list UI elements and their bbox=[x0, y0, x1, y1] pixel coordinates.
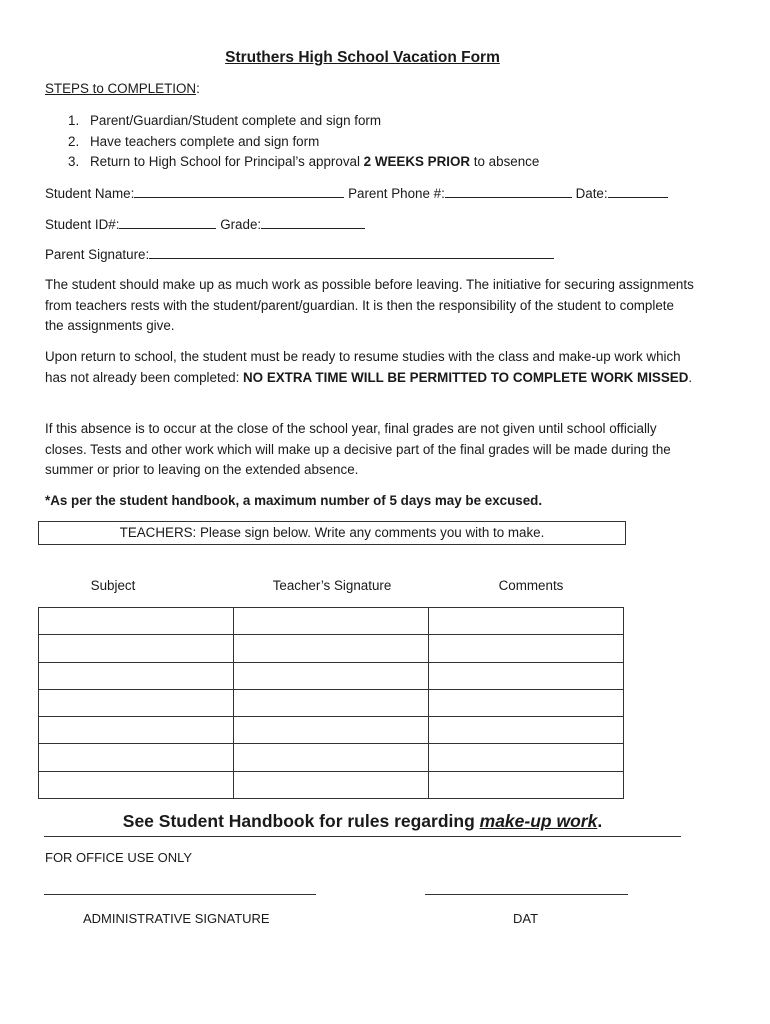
paragraph-return bbox=[45, 347, 695, 388]
step-text: Parent/Guardian/Student complete and sign form bbox=[90, 113, 382, 128]
signature-cell[interactable] bbox=[234, 608, 429, 635]
comments-cell[interactable] bbox=[429, 689, 624, 716]
paragraph-return-emphasis: NO EXTRA TIME WILL BE PERMITTED TO COMPLETE WORK MISSED bbox=[243, 369, 689, 385]
comments-cell[interactable] bbox=[429, 717, 624, 744]
student-id-field[interactable] bbox=[119, 215, 216, 229]
admin-signature-line[interactable] bbox=[44, 894, 316, 895]
subject-cell[interactable] bbox=[39, 689, 234, 716]
paragraph-return-text: Upon return to school, the student must be ready to resume studies with the class and make-up work which has not already been completed: bbox=[45, 349, 681, 385]
section-divider bbox=[44, 836, 681, 837]
step-text: Return to High School for Principal’s approval bbox=[90, 154, 364, 169]
admin-signature-label: ADMINISTRATIVE SIGNATURE bbox=[83, 911, 270, 926]
subject-cell[interactable] bbox=[39, 744, 234, 771]
column-header-subject: Subject bbox=[90, 578, 136, 593]
paragraph-makeup-work: The student should make up as much work as possible before leaving. The initiative for securing assignments from teachers rests with the student/parent/guardian. It is then the responsibility of the student to complete the assignments give. bbox=[45, 277, 694, 333]
signature-cell[interactable] bbox=[234, 689, 429, 716]
signature-cell[interactable] bbox=[234, 635, 429, 662]
parent-phone-field[interactable] bbox=[445, 184, 572, 198]
handbook-note-text: See Student Handbook for rules regarding bbox=[122, 811, 480, 831]
step-item bbox=[68, 111, 539, 132]
subject-cell[interactable] bbox=[39, 771, 234, 798]
table-row bbox=[39, 608, 624, 635]
table-row bbox=[39, 771, 624, 798]
parent-signature-field[interactable] bbox=[149, 245, 554, 259]
subject-cell[interactable] bbox=[39, 717, 234, 744]
table-row bbox=[39, 717, 624, 744]
field-row-2 bbox=[45, 215, 365, 232]
parent-signature-label: Parent Signature: bbox=[45, 247, 150, 262]
grade-label: Grade: bbox=[220, 217, 262, 232]
signature-cell[interactable] bbox=[234, 662, 429, 689]
handbook-note-emphasis: make-up work bbox=[479, 811, 598, 831]
step-text-emphasis: 2 WEEKS PRIOR bbox=[363, 154, 471, 169]
subject-cell[interactable] bbox=[39, 608, 234, 635]
handbook-note bbox=[0, 811, 725, 832]
parent-phone-label: Parent Phone #: bbox=[348, 186, 445, 201]
comments-cell[interactable] bbox=[429, 608, 624, 635]
date-field[interactable] bbox=[608, 184, 668, 198]
signature-cell[interactable] bbox=[234, 744, 429, 771]
step-number: 3. bbox=[68, 154, 80, 169]
table-row bbox=[39, 744, 624, 771]
teachers-instruction-box: TEACHERS: Please sign below. Write any comments you with to make. bbox=[38, 521, 626, 545]
student-id-label: Student ID#: bbox=[45, 217, 120, 232]
comments-cell[interactable] bbox=[429, 662, 624, 689]
steps-list bbox=[68, 111, 539, 173]
paragraph-end-of-year: If this absence is to occur at the close of the school year, final grades are not given until school officially closes. Tests and other work which will make up a decisive part of the final grades will be made during the summer or prior to leaving on the extended absence. bbox=[45, 421, 671, 477]
admin-date-label: DAT bbox=[513, 911, 539, 926]
column-header-teacher-signature: Teacher’s Signature bbox=[272, 578, 392, 593]
subject-cell[interactable] bbox=[39, 662, 234, 689]
field-row-1 bbox=[45, 184, 668, 201]
signature-cell[interactable] bbox=[234, 771, 429, 798]
subject-cell[interactable] bbox=[39, 635, 234, 662]
paragraph-max-days: *As per the student handbook, a maximum number of 5 days may be excused. bbox=[45, 493, 543, 508]
comments-cell[interactable] bbox=[429, 635, 624, 662]
steps-heading-colon: : bbox=[196, 81, 200, 96]
teacher-signature-table bbox=[38, 607, 624, 799]
table-row bbox=[39, 689, 624, 716]
field-row-3 bbox=[45, 245, 554, 262]
table-row bbox=[39, 635, 624, 662]
step-item bbox=[68, 132, 539, 153]
steps-heading bbox=[45, 81, 200, 96]
office-use-label: FOR OFFICE USE ONLY bbox=[45, 850, 193, 865]
steps-heading-text: STEPS to COMPLETION bbox=[45, 81, 197, 96]
handbook-note-end: . bbox=[597, 811, 603, 831]
step-item bbox=[68, 152, 539, 173]
student-name-label: Student Name: bbox=[45, 186, 135, 201]
paragraph-return-end: . bbox=[688, 369, 693, 385]
signature-cell[interactable] bbox=[234, 717, 429, 744]
admin-date-line[interactable] bbox=[425, 894, 628, 895]
form-title: Struthers High School Vacation Form bbox=[225, 49, 500, 66]
column-header-comments: Comments bbox=[498, 578, 564, 593]
comments-cell[interactable] bbox=[429, 744, 624, 771]
step-number: 2. bbox=[68, 133, 80, 149]
date-label: Date: bbox=[575, 186, 608, 201]
step-text: Have teachers complete and sign form bbox=[90, 133, 320, 149]
grade-field[interactable] bbox=[261, 215, 365, 229]
table-row bbox=[39, 662, 624, 689]
step-text-end: to absence bbox=[470, 154, 540, 169]
step-number: 1. bbox=[68, 113, 80, 128]
comments-cell[interactable] bbox=[429, 771, 624, 798]
student-name-field[interactable] bbox=[134, 184, 344, 198]
